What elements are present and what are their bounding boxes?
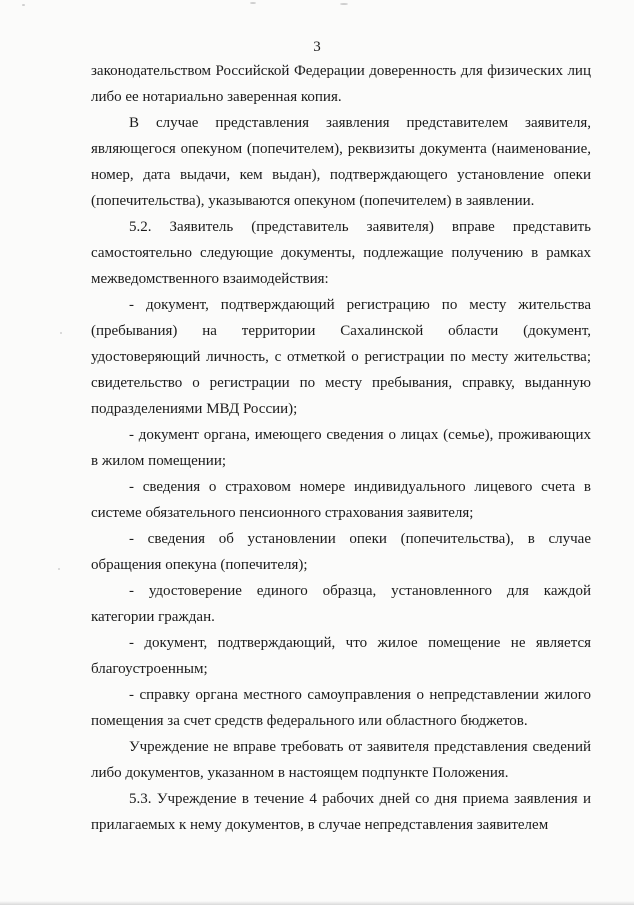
scan-speck — [22, 4, 25, 6]
document-body — [91, 58, 591, 838]
scan-speck — [60, 332, 62, 334]
scan-speck — [250, 2, 256, 4]
list-item: - сведения о страховом номере индивидуального лицевого счета в системе обязательного пенсионного страхования заявителя; — [91, 479, 591, 521]
list-item: - удостоверение единого образца, установленного для каждой категории граждан. — [91, 583, 591, 625]
scan-speck — [340, 3, 348, 5]
paragraph: 5.3. Учреждение в течение 4 рабочих дней со дня приема заявления и прилагаемых к нему документов, в случае непредставления заявителем — [91, 791, 591, 833]
page-number: 3 — [313, 39, 321, 55]
paragraph: 5.2. Заявитель (представитель заявителя) вправе представить самостоятельно следующие документы, подлежащие получению в рамках межведомственного взаимодействия: — [91, 219, 591, 287]
list-item: - справку органа местного самоуправления о непредставлении жилого помещения за счет средств федерального или областного бюджетов. — [91, 687, 591, 729]
list-item: - документ, подтверждающий, что жилое помещение не является благоустроенным; — [91, 635, 591, 677]
scan-bottom-edge — [0, 901, 634, 905]
list-item: - документ, подтверждающий регистрацию по месту жительства (пребывания) на территории Сахалинской области (документ, удостоверяющий личность, с отметкой о регистрации по месту жительства; свидетельство о регистрации по месту пребывания, справку, выданную подразделениями МВД России); — [91, 297, 591, 417]
paragraph: Учреждение не вправе требовать от заявителя представления сведений либо документов, указанном в настоящем подпункте Положения. — [91, 739, 591, 781]
scan-speck — [58, 568, 60, 570]
paragraph: В случае представления заявления представителем заявителя, являющегося опекуном (попечителем), реквизиты документа (наименование, номер, дата выдачи, кем выдан), подтверждающего установление опеки (попечительства), указываются опекуном (попечителем) в заявлении. — [91, 115, 591, 209]
list-item: - сведения об установлении опеки (попечительства), в случае обращения опекуна (попечителя); — [91, 531, 591, 573]
paragraph: законодательством Российской Федерации доверенность для физических лиц либо ее нотариально заверенная копия. — [91, 63, 591, 105]
list-item: - документ органа, имеющего сведения о лицах (семье), проживающих в жилом помещении; — [91, 427, 591, 469]
